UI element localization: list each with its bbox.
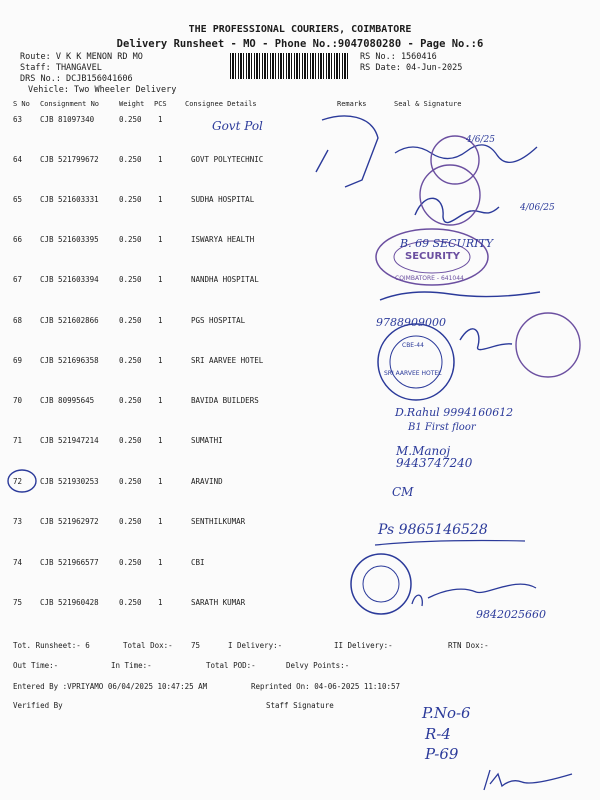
row-consignment: CJB 521960428 bbox=[40, 598, 99, 607]
row-weight: 0.250 bbox=[119, 316, 142, 325]
row-pcs: 1 bbox=[158, 396, 163, 405]
hand-p-69: P-69 bbox=[425, 745, 459, 763]
stamp-hotel-code: CBE-44 bbox=[402, 342, 424, 349]
total-pod: Total POD:- bbox=[206, 661, 256, 670]
hand-govt-pol: Govt Pol bbox=[212, 119, 263, 133]
staff-signature-label: Staff Signature bbox=[266, 701, 334, 710]
col-remarks: Remarks bbox=[337, 100, 367, 108]
col-pcs: PCS bbox=[154, 100, 167, 108]
route: Route: V K K MENON RD MO bbox=[20, 52, 143, 62]
row-sno: 63 bbox=[13, 115, 23, 124]
row-consignee: ISWARYA HEALTH bbox=[191, 235, 255, 244]
row-pcs: 1 bbox=[158, 558, 163, 567]
underline-73 bbox=[375, 541, 525, 546]
row-weight: 0.250 bbox=[119, 115, 142, 124]
entered-by: Entered By :VPRIYAMO 06/04/2025 10:47:25 AM bbox=[13, 682, 208, 691]
row-consignee: SARATH KUMAR bbox=[191, 598, 246, 607]
row-pcs: 1 bbox=[158, 436, 163, 445]
signature-68 bbox=[460, 329, 512, 350]
row-sno: 67 bbox=[13, 275, 23, 284]
ii-delivery: II Delivery:- bbox=[334, 641, 393, 650]
hand-phone-75: 9842025660 bbox=[476, 608, 546, 621]
hand-note-71b: 9443747240 bbox=[396, 456, 473, 470]
row-pcs: 1 bbox=[158, 115, 163, 124]
rs-date: RS Date: 04-Jun-2025 bbox=[360, 63, 463, 73]
row-pcs: 1 bbox=[158, 275, 163, 284]
row-weight: 0.250 bbox=[119, 436, 142, 445]
col-consignment: Consignment No bbox=[40, 100, 100, 108]
signature-bottom bbox=[484, 770, 572, 790]
hand-p-no: P.No-6 bbox=[422, 704, 471, 722]
row-pcs: 1 bbox=[158, 477, 163, 486]
row-consignment: CJB 521602866 bbox=[40, 316, 99, 325]
row-consignee: SUDHA HOSPITAL bbox=[191, 195, 255, 204]
row-consignment: CJB 80995645 bbox=[40, 396, 95, 405]
row-weight: 0.250 bbox=[119, 195, 142, 204]
row-sno: 72 bbox=[13, 477, 23, 486]
row-weight: 0.250 bbox=[119, 235, 142, 244]
row-sno: 71 bbox=[13, 436, 23, 445]
row-consignment: CJB 81097340 bbox=[40, 115, 95, 124]
drs-number: DRS No.: DCJB156041606 bbox=[20, 74, 133, 84]
hand-phone-68: 9788909000 bbox=[376, 316, 446, 329]
stamp-hotel-text: SRI AARVEE HOTEL bbox=[384, 370, 442, 377]
remarks-tick-mark bbox=[316, 116, 378, 187]
hand-date-65: 4/06/25 bbox=[520, 203, 555, 213]
col-weight: Weight bbox=[119, 100, 145, 108]
reprinted-on: Reprinted On: 04-06-2025 11:10:57 bbox=[251, 682, 401, 691]
hand-b-security: B. 69 SECURITY bbox=[400, 237, 494, 250]
total-dox-label: Total Dox:- bbox=[123, 641, 173, 650]
delvy-points: Delvy Points:- bbox=[286, 661, 350, 670]
col-seal-signature: Seal & Signature bbox=[394, 100, 462, 108]
row-consignee: GOVT POLYTECHNIC bbox=[191, 155, 264, 164]
row-weight: 0.250 bbox=[119, 598, 142, 607]
row-consignment: CJB 521603395 bbox=[40, 235, 99, 244]
hand-note-70b: B1 First floor bbox=[408, 422, 476, 433]
row-sno: 64 bbox=[13, 155, 23, 164]
stamp-68-right bbox=[516, 313, 580, 377]
in-time: In Time:- bbox=[111, 661, 152, 670]
verified-by: Verified By bbox=[13, 701, 63, 710]
row-consignment: CJB 521603331 bbox=[40, 195, 99, 204]
row-consignee: SUMATHI bbox=[191, 436, 223, 445]
tot-runsheet: Tot. Runsheet:- 6 bbox=[13, 641, 90, 650]
row-weight: 0.250 bbox=[119, 396, 142, 405]
page-title: THE PROFESSIONAL COURIERS, COIMBATORE bbox=[188, 24, 412, 35]
stamp-74-inner bbox=[363, 566, 399, 602]
row-consignee: BAVIDA BUILDERS bbox=[191, 396, 259, 405]
row-pcs: 1 bbox=[158, 155, 163, 164]
row-72-circle bbox=[8, 470, 36, 492]
row-consignee: ARAVIND bbox=[191, 477, 223, 486]
row-sno: 75 bbox=[13, 598, 23, 607]
stamp-hotel bbox=[378, 324, 454, 400]
row-pcs: 1 bbox=[158, 598, 163, 607]
hand-phone-73: Ps 9865146528 bbox=[378, 522, 488, 538]
page-subtitle: Delivery Runsheet - MO - Phone No.:9047080280 - Page No.:6 bbox=[116, 38, 484, 50]
out-time: Out Time:- bbox=[13, 661, 59, 670]
row-sno: 68 bbox=[13, 316, 23, 325]
row-sno: 73 bbox=[13, 517, 23, 526]
row-consignment: CJB 521966577 bbox=[40, 558, 99, 567]
rtn-dox: RTN Dox:- bbox=[448, 641, 489, 650]
signature-65 bbox=[415, 198, 499, 222]
col-sno: S No bbox=[13, 100, 30, 108]
row-weight: 0.250 bbox=[119, 155, 142, 164]
hand-note-70: D.Rahul 9994160612 bbox=[395, 406, 514, 419]
stamp-security-text: SECURITY bbox=[405, 251, 460, 262]
stamp-65 bbox=[420, 165, 480, 225]
row-pcs: 1 bbox=[158, 316, 163, 325]
row-consignment: CJB 521603394 bbox=[40, 275, 99, 284]
row-weight: 0.250 bbox=[119, 477, 142, 486]
row-weight: 0.250 bbox=[119, 356, 142, 365]
signature-64 bbox=[395, 145, 537, 162]
rs-number: RS No.: 1560416 bbox=[360, 52, 437, 62]
row-pcs: 1 bbox=[158, 356, 163, 365]
row-sno: 66 bbox=[13, 235, 23, 244]
hand-note-71: M.Manoj bbox=[396, 444, 451, 458]
total-dox-value: 75 bbox=[191, 641, 201, 650]
row-pcs: 1 bbox=[158, 235, 163, 244]
row-pcs: 1 bbox=[158, 517, 163, 526]
row-consignment: CJB 521962972 bbox=[40, 517, 99, 526]
row-consignee: SRI AARVEE HOTEL bbox=[191, 356, 264, 365]
row-weight: 0.250 bbox=[119, 558, 142, 567]
row-sno: 69 bbox=[13, 356, 23, 365]
row-weight: 0.250 bbox=[119, 517, 142, 526]
signature-75 bbox=[412, 584, 536, 606]
row-consignment: CJB 521947214 bbox=[40, 436, 99, 445]
hand-r-4: R-4 bbox=[425, 725, 451, 743]
i-delivery: I Delivery:- bbox=[228, 641, 283, 650]
row-weight: 0.250 bbox=[119, 275, 142, 284]
row-sno: 74 bbox=[13, 558, 23, 567]
stamp-74 bbox=[351, 554, 411, 614]
row-consignment: CJB 521799672 bbox=[40, 155, 99, 164]
hand-cm: CM bbox=[392, 485, 414, 499]
row-consignment: CJB 521696358 bbox=[40, 356, 99, 365]
row-consignee: NANDHA HOSPITAL bbox=[191, 275, 259, 284]
row-consignee: PGS HOSPITAL bbox=[191, 316, 246, 325]
vehicle: Vehicle: Two Wheeler Delivery bbox=[28, 85, 177, 95]
row-consignment: CJB 521930253 bbox=[40, 477, 99, 486]
row-sno: 65 bbox=[13, 195, 23, 204]
row-consignee: SENTHILKUMAR bbox=[191, 517, 246, 526]
row-pcs: 1 bbox=[158, 195, 163, 204]
stamp-coimbatore-text: COIMBATORE - 641044 bbox=[395, 275, 464, 282]
staff: Staff: THANGAVEL bbox=[20, 63, 102, 73]
hand-date-64: 4/6/25 bbox=[466, 135, 495, 145]
signature-67 bbox=[380, 292, 540, 300]
row-sno: 70 bbox=[13, 396, 23, 405]
col-consignee: Consignee Details bbox=[185, 100, 257, 108]
row-consignee: CBI bbox=[191, 558, 205, 567]
